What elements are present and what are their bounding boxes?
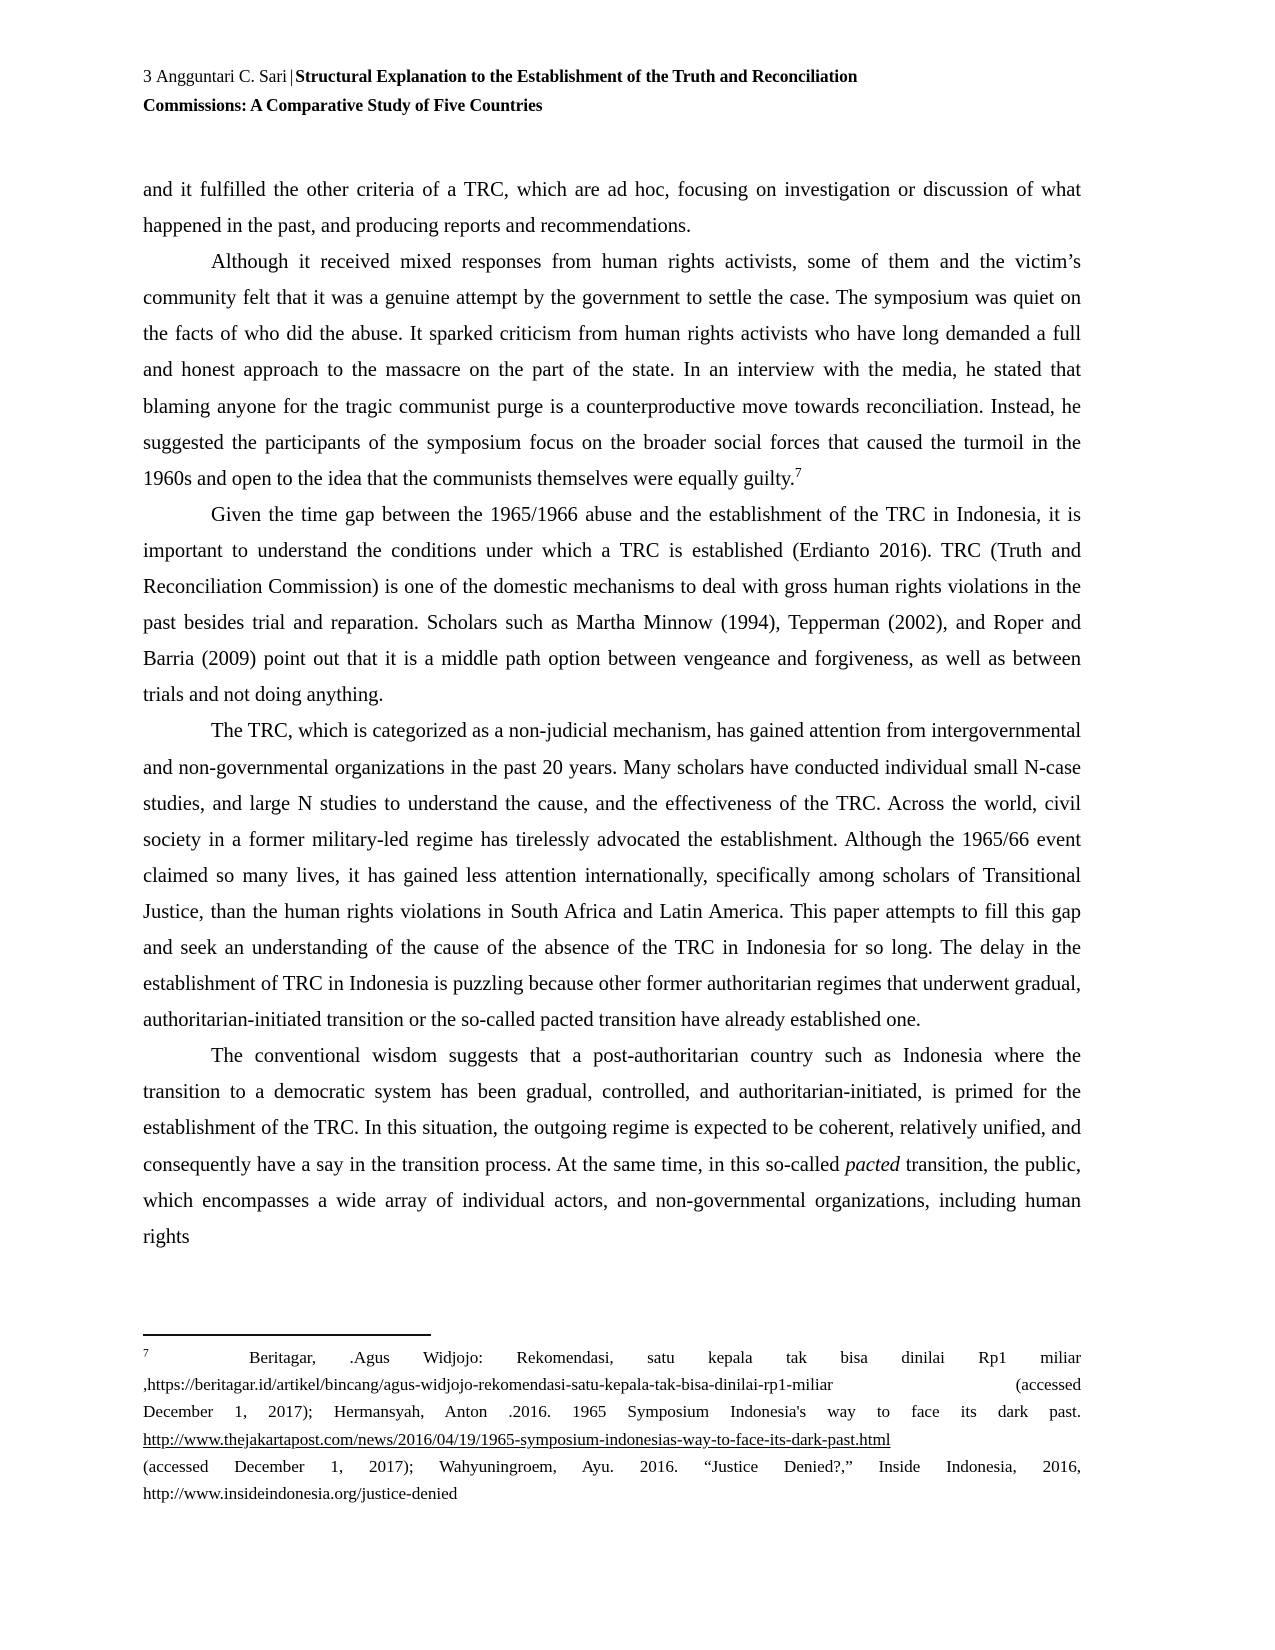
paragraph-text: Although it received mixed responses from human rights activists, some of them and the victim’s community felt that it was a genuine attempt by the government to settle the case. The symposium was quiet on the facts of who did the abuse. It sparked criticism from human rights activists who have long demanded a full and honest approach to the massacre on the part of the state. In an interview with the media, he stated that blaming anyone for the tragic communist purge is a counterproductive move towards reconciliation. Instead, he suggested the participants of the symposium focus on the broader social forces that caused the turmoil in the 1960s and open to the idea that the communists themselves were equally guilty. xyxy=(143,251,1081,490)
paragraph-time-gap xyxy=(143,497,1081,714)
footnote-line-6[interactable]: http://www.insideindonesia.org/justice-denied xyxy=(143,1484,458,1504)
header-title-line-2: Commissions: A Comparative Study of Five Countries xyxy=(143,95,543,115)
running-header xyxy=(143,62,1083,120)
header-author: Angguntari C. Sari xyxy=(155,66,287,86)
footnote-line-2 xyxy=(143,1371,1081,1398)
footnote-line-1-text: Beritagar, .Agus Widjojo: Rekomendasi, satu kepala tak bisa dinilai Rp1 miliar xyxy=(248,1348,1082,1367)
paragraph-text: Given the time gap between the 1965/1966 abuse and the establishment of the TRC in Indonesia, it is important to understand the conditions under which a TRC is established (Erdianto 2016). TRC (Truth and Reconciliation Commission) is one of the domestic mechanisms to deal with gross human rights violations in the past besides trial and reparation. Scholars such as Martha Minnow (1994), Tepperman (2002), and Roper and Barria (2009) point out that it is a middle path option between vengeance and forgiveness, as well as between trials and not doing anything. xyxy=(143,503,1081,707)
paragraph-continued xyxy=(143,172,1081,244)
footnote-line-3: December 1, 2017); Hermansyah, Anton .2016. 1965 Symposium Indonesia's way to face its dark past. xyxy=(143,1402,1081,1422)
footnote-line-4 xyxy=(143,1426,1081,1453)
footnote-line-2-tail: (accessed xyxy=(1015,1375,1081,1395)
paragraph-conventional-wisdom xyxy=(143,1038,1081,1255)
body-text xyxy=(143,172,1081,1255)
paragraph-mixed-responses xyxy=(143,244,1081,497)
paragraph-non-judicial xyxy=(143,713,1081,1038)
paragraph-text: The TRC, which is categorized as a non-judicial mechanism, has gained attention from intergovernmental and non-governmental organizations in the past 20 years. Many scholars have conducted individual small N-case studies, and large N studies to understand the cause, and the effectiveness of the TRC. Across the world, civil society in a former military-led regime has tirelessly advocated the establishment. Although the 1965/66 event claimed so many lives, it has gained less attention internationally, specifically among scholars of Transitional Justice, than the human rights violations in South Africa and Latin America. This paper attempts to fill this gap and seek an understanding of the cause of the absence of the TRC in Indonesia for so long. The delay in the establishment of TRC in Indonesia is puzzling because other former authoritarian regimes that underwent gradual, authoritarian-initiated transition or the so-called pacted transition have already established one. xyxy=(143,720,1081,1032)
footnote-number: 7 xyxy=(143,1347,149,1360)
footnote-line-5: (accessed December 1, 2017); Wahyuningroem, Ayu. 2016. “Justice Denied?,” Inside Indonesia, 2016, xyxy=(143,1456,1081,1476)
footnote-entry xyxy=(143,1344,1081,1507)
footnote-line-1 xyxy=(143,1344,1081,1371)
emphasized-term-pacted: pacted xyxy=(845,1153,900,1176)
paragraph-text-part-2: transition, the public, which encompasses a wide array of individual actors, and non-governmental organizations, including human rights xyxy=(143,1153,1081,1248)
footnote-url-jakartapost[interactable]: http://www.thejakartapost.com/news/2016/04/19/1965-symposium-indonesias-way-to-face-its-dark-past.html xyxy=(143,1429,891,1449)
footnote-area xyxy=(143,1334,1081,1507)
footnote-reference-marker[interactable]: 7 xyxy=(794,464,802,480)
header-page-number: 3 xyxy=(143,66,152,86)
footnote-url-beritagar[interactable]: ,https://beritagar.id/artikel/bincang/agus-widjojo-rekomendasi-satu-kepala-tak-bisa-dinilai-rp1-miliar xyxy=(143,1375,833,1395)
header-separator: | xyxy=(289,66,294,86)
paragraph-text-part-1: The conventional wisdom suggests that a post-authoritarian country such as Indonesia where the transition to a democratic system has been gradual, controlled, and authoritarian-initiated, is primed for the establishment of the TRC. In this situation, the outgoing regime is expected to be coherent, relatively unified, and consequently have a say in the transition process. At the same time, in this so-called xyxy=(143,1045,1081,1176)
paragraph-text: and it fulfilled the other criteria of a TRC, which are ad hoc, focusing on investigation or discussion of what happened in the past, and producing reports and recommendations. xyxy=(143,179,1081,238)
header-title-line-1: Structural Explanation to the Establishment of the Truth and Reconciliation xyxy=(295,66,858,86)
footnote-separator-rule xyxy=(143,1334,431,1336)
